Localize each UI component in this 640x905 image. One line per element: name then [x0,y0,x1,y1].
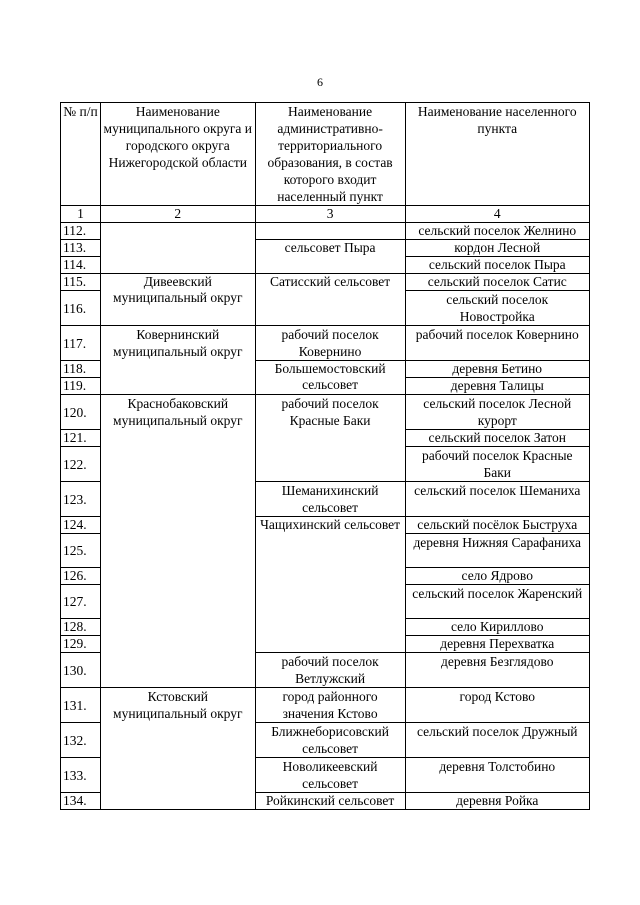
page-number: 6 [317,75,323,89]
row-number: 117. [61,326,101,361]
municipality-cell: Дивеевский муниципальный округ [100,274,255,326]
settlement-cell: деревня Ройка [405,793,590,810]
settlement-cell: деревня Талицы [405,378,590,395]
row-number: 119. [61,378,101,395]
row-number: 116. [61,291,101,326]
settlement-cell: сельский посёлок Быструха [405,517,590,534]
admin-unit-cell: город районного значения Кстово [255,688,405,723]
row-number: 115. [61,274,101,291]
table-row [61,688,590,723]
settlement-cell: деревня Толстобино [405,758,590,793]
settlement-cell: сельский поселок Лесной курорт [405,395,590,430]
settlement-cell: деревня Безглядово [405,653,590,688]
admin-unit-cell: Шеманихинский сельсовет [255,482,405,517]
settlement-cell: деревня Перехватка [405,636,590,653]
row-number: 128. [61,619,101,636]
table-header-row [61,103,590,206]
row-number: 132. [61,723,101,758]
municipality-cell: Краснобаковский муниципальный округ [100,395,255,688]
settlement-cell: сельский поселок Желнино [405,223,590,240]
col-index-3: 3 [255,206,405,223]
row-number: 123. [61,482,101,517]
col-index-4: 4 [405,206,590,223]
municipality-cell [100,223,255,274]
admin-unit-cell: Новоликеевский сельсовет [255,758,405,793]
settlement-cell: сельский поселок Жаренский [405,585,590,619]
admin-unit-cell: Ближнеборисовский сельсовет [255,723,405,758]
row-number: 121. [61,430,101,447]
admin-unit-cell: сельсовет Пыра [255,240,405,274]
municipality-cell: Кстовский муниципальный округ [100,688,255,810]
settlement-cell: деревня Бетино [405,361,590,378]
settlement-cell: село Ядрово [405,568,590,585]
row-number: 126. [61,568,101,585]
admin-unit-cell: рабочий поселок Ветлужский [255,653,405,688]
row-number: 120. [61,395,101,430]
settlement-cell: сельский поселок Сатис [405,274,590,291]
row-number: 131. [61,688,101,723]
settlement-cell: рабочий поселок Красные Баки [405,447,590,482]
settlement-cell: сельский поселок Шеманиха [405,482,590,517]
settlement-cell: кордон Лесной [405,240,590,257]
row-number: 125. [61,534,101,568]
settlement-cell: город Кстово [405,688,590,723]
table-row [61,326,590,361]
row-number: 112. [61,223,101,240]
row-number: 127. [61,585,101,619]
settlement-cell: сельский поселок Пыра [405,257,590,274]
col-index-1: 1 [61,206,101,223]
row-number: 124. [61,517,101,534]
admin-unit-cell [255,223,405,240]
settlement-cell: сельский поселок Дружный [405,723,590,758]
row-number: 114. [61,257,101,274]
table-row [61,274,590,291]
settlement-cell: сельский поселок Новостройка [405,291,590,326]
settlement-cell: сельский поселок Затон [405,430,590,447]
settlements-table [60,102,590,810]
row-number: 134. [61,793,101,810]
admin-unit-cell: рабочий поселок Ковернино [255,326,405,361]
header-settlement: Наименование населенного пункта [405,103,590,206]
admin-unit-cell: Чащихинский сельсовет [255,517,405,653]
header-admin-unit: Наименование административно-территориального образования, в состав которого входит населенный пункт [255,103,405,206]
settlement-cell: рабочий поселок Ковернино [405,326,590,361]
row-number: 122. [61,447,101,482]
row-number: 129. [61,636,101,653]
table-row [61,223,590,240]
settlement-cell: село Кириллово [405,619,590,636]
row-number: 130. [61,653,101,688]
municipality-cell: Ковернинский муниципальный округ [100,326,255,395]
column-index-row [61,206,590,223]
row-number: 118. [61,361,101,378]
header-num: № п/п [61,103,101,206]
col-index-2: 2 [100,206,255,223]
admin-unit-cell: Большемостовский сельсовет [255,361,405,395]
header-municipality: Наименование муниципального округа и городского округа Нижегородской области [100,103,255,206]
row-number: 113. [61,240,101,257]
admin-unit-cell: рабочий поселок Красные Баки [255,395,405,482]
settlement-cell: деревня Нижняя Сарафаниха [405,534,590,568]
admin-unit-cell: Ройкинский сельсовет [255,793,405,810]
row-number: 133. [61,758,101,793]
admin-unit-cell: Сатисский сельсовет [255,274,405,326]
table-row [61,395,590,430]
